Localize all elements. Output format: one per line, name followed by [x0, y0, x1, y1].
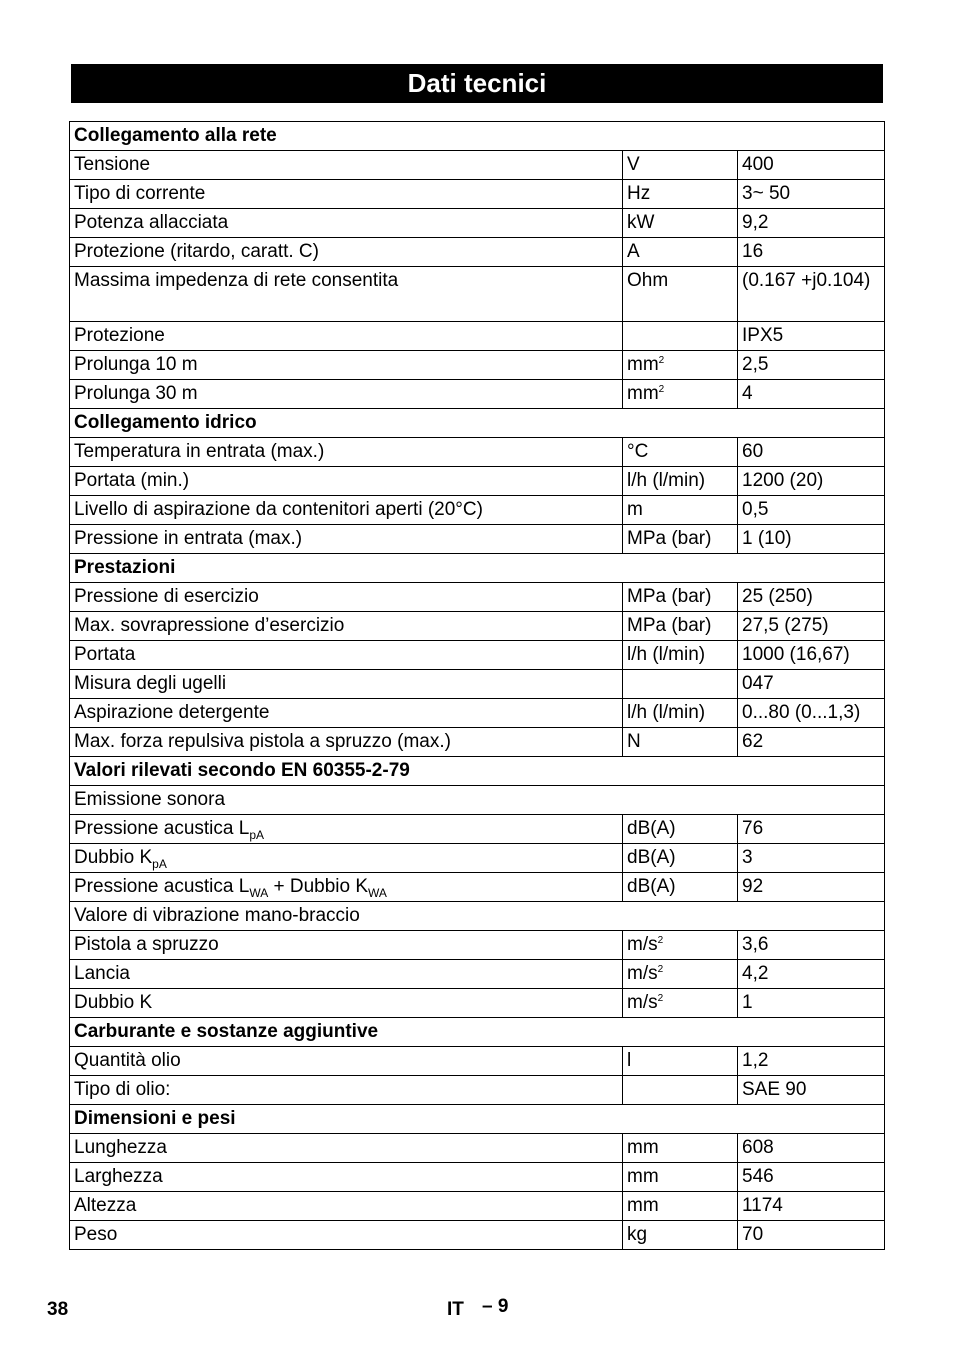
row-unit — [623, 209, 738, 238]
table-row — [70, 1192, 885, 1221]
row-value: IPX5 — [738, 322, 885, 351]
row-unit — [623, 1163, 738, 1192]
row-value: 3 — [738, 844, 885, 873]
row-unit-text: dB(A) — [627, 876, 676, 897]
row-unit-text: MPa (bar) — [627, 615, 712, 636]
row-unit — [623, 699, 738, 728]
table-row — [70, 815, 885, 844]
row-label — [70, 612, 623, 641]
row-value: 608 — [738, 1134, 885, 1163]
row-unit — [623, 612, 738, 641]
row-unit — [623, 583, 738, 612]
row-label-text: Altezza — [74, 1195, 137, 1216]
row-unit-text: m/s — [627, 963, 658, 984]
row-label — [70, 267, 623, 322]
table-row — [70, 1047, 885, 1076]
row-label-text: Pressione acustica L — [74, 818, 250, 839]
row-label-text: Prolunga 30 m — [74, 383, 198, 404]
row-unit — [623, 438, 738, 467]
row-value: 400 — [738, 151, 885, 180]
section-header: Valori rilevati secondo EN 60355-2-79 — [70, 757, 885, 786]
row-unit — [623, 1221, 738, 1250]
row-unit — [623, 989, 738, 1018]
row-unit-text: mm — [627, 1195, 659, 1216]
section-header: Collegamento alla rete — [70, 122, 885, 151]
row-label-text: Larghezza — [74, 1166, 163, 1187]
row-label — [70, 786, 885, 815]
table-row — [70, 1134, 885, 1163]
row-label — [70, 960, 623, 989]
row-label — [70, 1221, 623, 1250]
row-unit — [623, 844, 738, 873]
row-unit-text: kW — [627, 212, 655, 233]
row-label — [70, 728, 623, 757]
row-label — [70, 989, 623, 1018]
row-label — [70, 583, 623, 612]
section-header-row — [70, 1018, 885, 1047]
row-unit-text: N — [627, 731, 641, 752]
row-label-subscript: pA — [152, 857, 167, 871]
row-unit-text: V — [627, 154, 640, 175]
row-unit-text: mm — [627, 354, 659, 375]
row-value: 4 — [738, 380, 885, 409]
row-label-text: Potenza allacciata — [74, 212, 229, 233]
row-unit-text: m/s — [627, 992, 658, 1013]
row-value: 70 — [738, 1221, 885, 1250]
row-label-text: Emissione sonora — [74, 789, 226, 810]
row-value: 0,5 — [738, 496, 885, 525]
row-value: 1,2 — [738, 1047, 885, 1076]
table-row — [70, 844, 885, 873]
row-label — [70, 209, 623, 238]
row-unit-text: l/h (l/min) — [627, 470, 706, 491]
row-label-text: Massima impedenza di rete consentita — [74, 270, 399, 291]
row-value: (0.167 +j0.104) — [738, 267, 885, 322]
row-value: 62 — [738, 728, 885, 757]
row-unit — [623, 1047, 738, 1076]
row-label — [70, 1076, 623, 1105]
row-unit — [623, 496, 738, 525]
row-value: 1174 — [738, 1192, 885, 1221]
row-label — [70, 496, 623, 525]
row-unit — [623, 351, 738, 380]
row-unit-text: A — [627, 241, 640, 262]
table-row — [70, 496, 885, 525]
table-row — [70, 525, 885, 554]
row-value: 546 — [738, 1163, 885, 1192]
row-label-subscript: WA — [249, 886, 269, 900]
row-unit-text: mm — [627, 1166, 659, 1187]
row-unit — [623, 267, 738, 322]
row-value: 76 — [738, 815, 885, 844]
row-value: 16 — [738, 238, 885, 267]
table-row — [70, 612, 885, 641]
row-label-text: Prolunga 10 m — [74, 354, 198, 375]
row-label-text: Pressione acustica L — [74, 876, 250, 897]
row-label-text: Max. forza repulsiva pistola a spruzzo (max.) — [74, 731, 451, 752]
row-value: SAE 90 — [738, 1076, 885, 1105]
row-unit — [623, 180, 738, 209]
row-label-text: Dubbio K — [74, 992, 153, 1013]
row-label — [70, 670, 623, 699]
row-unit — [623, 728, 738, 757]
row-unit — [623, 1076, 738, 1105]
row-unit-text: MPa (bar) — [627, 528, 712, 549]
row-label — [70, 699, 623, 728]
row-label-text: Livello di aspirazione da contenitori aperti (20°C) — [74, 499, 483, 520]
row-label — [70, 902, 885, 931]
table-row — [70, 960, 885, 989]
row-unit — [623, 322, 738, 351]
row-unit — [623, 931, 738, 960]
row-unit-text: °C — [627, 441, 649, 462]
table-row — [70, 1076, 885, 1105]
row-unit-text: l — [627, 1050, 632, 1071]
table-row — [70, 267, 885, 322]
row-unit-superscript: 2 — [657, 964, 664, 975]
row-unit-text: MPa (bar) — [627, 586, 712, 607]
table-row — [70, 583, 885, 612]
row-label — [70, 844, 623, 873]
row-label — [70, 322, 623, 351]
table-row — [70, 989, 885, 1018]
table-row — [70, 209, 885, 238]
row-unit-text: m/s — [627, 934, 658, 955]
row-unit-text: mm — [627, 1137, 659, 1158]
row-label — [70, 180, 623, 209]
row-label-text: Aspirazione detergente — [74, 702, 270, 723]
row-value: 1000 (16,67) — [738, 641, 885, 670]
row-unit-text: mm — [627, 383, 659, 404]
section-header-row — [70, 1105, 885, 1134]
row-value: 92 — [738, 873, 885, 902]
row-value: 3~ 50 — [738, 180, 885, 209]
table-row — [70, 180, 885, 209]
table-row — [70, 467, 885, 496]
row-value: 2,5 — [738, 351, 885, 380]
row-unit-text: l/h (l/min) — [627, 702, 706, 723]
row-label — [70, 815, 623, 844]
row-label — [70, 1134, 623, 1163]
row-label — [70, 1192, 623, 1221]
row-label-text: + Dubbio K — [268, 876, 369, 897]
row-label — [70, 238, 623, 267]
table-row — [70, 1221, 885, 1250]
table-row — [70, 931, 885, 960]
row-unit-text: Ohm — [627, 270, 669, 291]
row-unit — [623, 1134, 738, 1163]
row-unit — [623, 670, 738, 699]
table-row — [70, 699, 885, 728]
row-label-text: Pressione di esercizio — [74, 586, 259, 607]
row-label — [70, 467, 623, 496]
technical-data-body — [70, 122, 885, 1250]
table-row — [70, 873, 885, 902]
row-value: 25 (250) — [738, 583, 885, 612]
row-label-text: Peso — [74, 1224, 118, 1245]
row-value: 1 (10) — [738, 525, 885, 554]
row-label — [70, 380, 623, 409]
table-row — [70, 670, 885, 699]
row-value: 047 — [738, 670, 885, 699]
row-unit-superscript: 2 — [657, 993, 664, 1004]
row-label-subscript: pA — [249, 828, 265, 842]
row-label-text: Tensione — [74, 154, 151, 175]
row-label — [70, 1047, 623, 1076]
table-row — [70, 322, 885, 351]
row-unit — [623, 238, 738, 267]
row-unit-superscript: 2 — [658, 384, 665, 395]
row-value: 27,5 (275) — [738, 612, 885, 641]
table-row — [70, 786, 885, 815]
row-unit — [623, 151, 738, 180]
row-label-text: Dubbio K — [74, 847, 153, 868]
row-label — [70, 438, 623, 467]
row-unit — [623, 873, 738, 902]
language-code: IT — [447, 1299, 464, 1320]
row-unit-text: dB(A) — [627, 847, 676, 868]
section-header-row — [70, 757, 885, 786]
row-unit-superscript: 2 — [657, 935, 664, 946]
row-unit-text: dB(A) — [627, 818, 676, 839]
section-header: Prestazioni — [70, 554, 885, 583]
table-row — [70, 238, 885, 267]
row-value: 1 — [738, 989, 885, 1018]
row-label — [70, 151, 623, 180]
row-unit — [623, 815, 738, 844]
row-label — [70, 1163, 623, 1192]
table-row — [70, 641, 885, 670]
row-label-text: Pistola a spruzzo — [74, 934, 219, 955]
row-label-text: Quantità olio — [74, 1050, 181, 1071]
row-label-text: Lunghezza — [74, 1137, 167, 1158]
row-label — [70, 351, 623, 380]
row-value: 4,2 — [738, 960, 885, 989]
technical-data-table — [69, 121, 885, 1250]
row-label-text: Protezione (ritardo, caratt. C) — [74, 241, 319, 262]
table-row — [70, 438, 885, 467]
row-label-text: Tipo di olio: — [74, 1079, 171, 1100]
section-header-row — [70, 122, 885, 151]
row-unit — [623, 641, 738, 670]
row-label-text: Portata — [74, 644, 136, 665]
row-label-text: Temperatura in entrata (max.) — [74, 441, 325, 462]
row-label-text: Valore di vibrazione mano-braccio — [74, 905, 360, 926]
row-value: 9,2 — [738, 209, 885, 238]
row-label-text: Portata (min.) — [74, 470, 190, 491]
row-label-text: Protezione — [74, 325, 165, 346]
row-label-text: Pressione in entrata (max.) — [74, 528, 303, 549]
row-unit — [623, 525, 738, 554]
row-label — [70, 873, 623, 902]
row-label-text: Lancia — [74, 963, 130, 984]
row-label-text: Max. sovrapressione d’esercizio — [74, 615, 345, 636]
table-row — [70, 151, 885, 180]
row-label — [70, 641, 623, 670]
row-value: 1200 (20) — [738, 467, 885, 496]
page-title: Dati tecnici — [71, 64, 883, 103]
row-unit — [623, 1192, 738, 1221]
row-unit-text: l/h (l/min) — [627, 644, 706, 665]
page-number: 38 — [47, 1299, 69, 1320]
row-unit — [623, 467, 738, 496]
section-header: Collegamento idrico — [70, 409, 885, 438]
row-value: 3,6 — [738, 931, 885, 960]
row-label-text: Tipo di corrente — [74, 183, 206, 204]
row-label — [70, 931, 623, 960]
row-value: 0...80 (0...1,3) — [738, 699, 885, 728]
table-row — [70, 380, 885, 409]
row-label-text: Misura degli ugelli — [74, 673, 227, 694]
table-row — [70, 728, 885, 757]
row-unit-text: kg — [627, 1224, 648, 1245]
table-row — [70, 902, 885, 931]
row-unit — [623, 380, 738, 409]
section-page-number: – 9 — [482, 1296, 509, 1317]
section-header-row — [70, 554, 885, 583]
table-row — [70, 1163, 885, 1192]
row-value: 60 — [738, 438, 885, 467]
row-label — [70, 525, 623, 554]
row-unit-text: Hz — [627, 183, 651, 204]
row-unit-text: m — [627, 499, 643, 520]
row-unit — [623, 960, 738, 989]
section-header-row — [70, 409, 885, 438]
row-unit-superscript: 2 — [658, 355, 665, 366]
section-header: Dimensioni e pesi — [70, 1105, 885, 1134]
section-header: Carburante e sostanze aggiuntive — [70, 1018, 885, 1047]
row-label-subscript: WA — [368, 886, 387, 900]
table-row — [70, 351, 885, 380]
